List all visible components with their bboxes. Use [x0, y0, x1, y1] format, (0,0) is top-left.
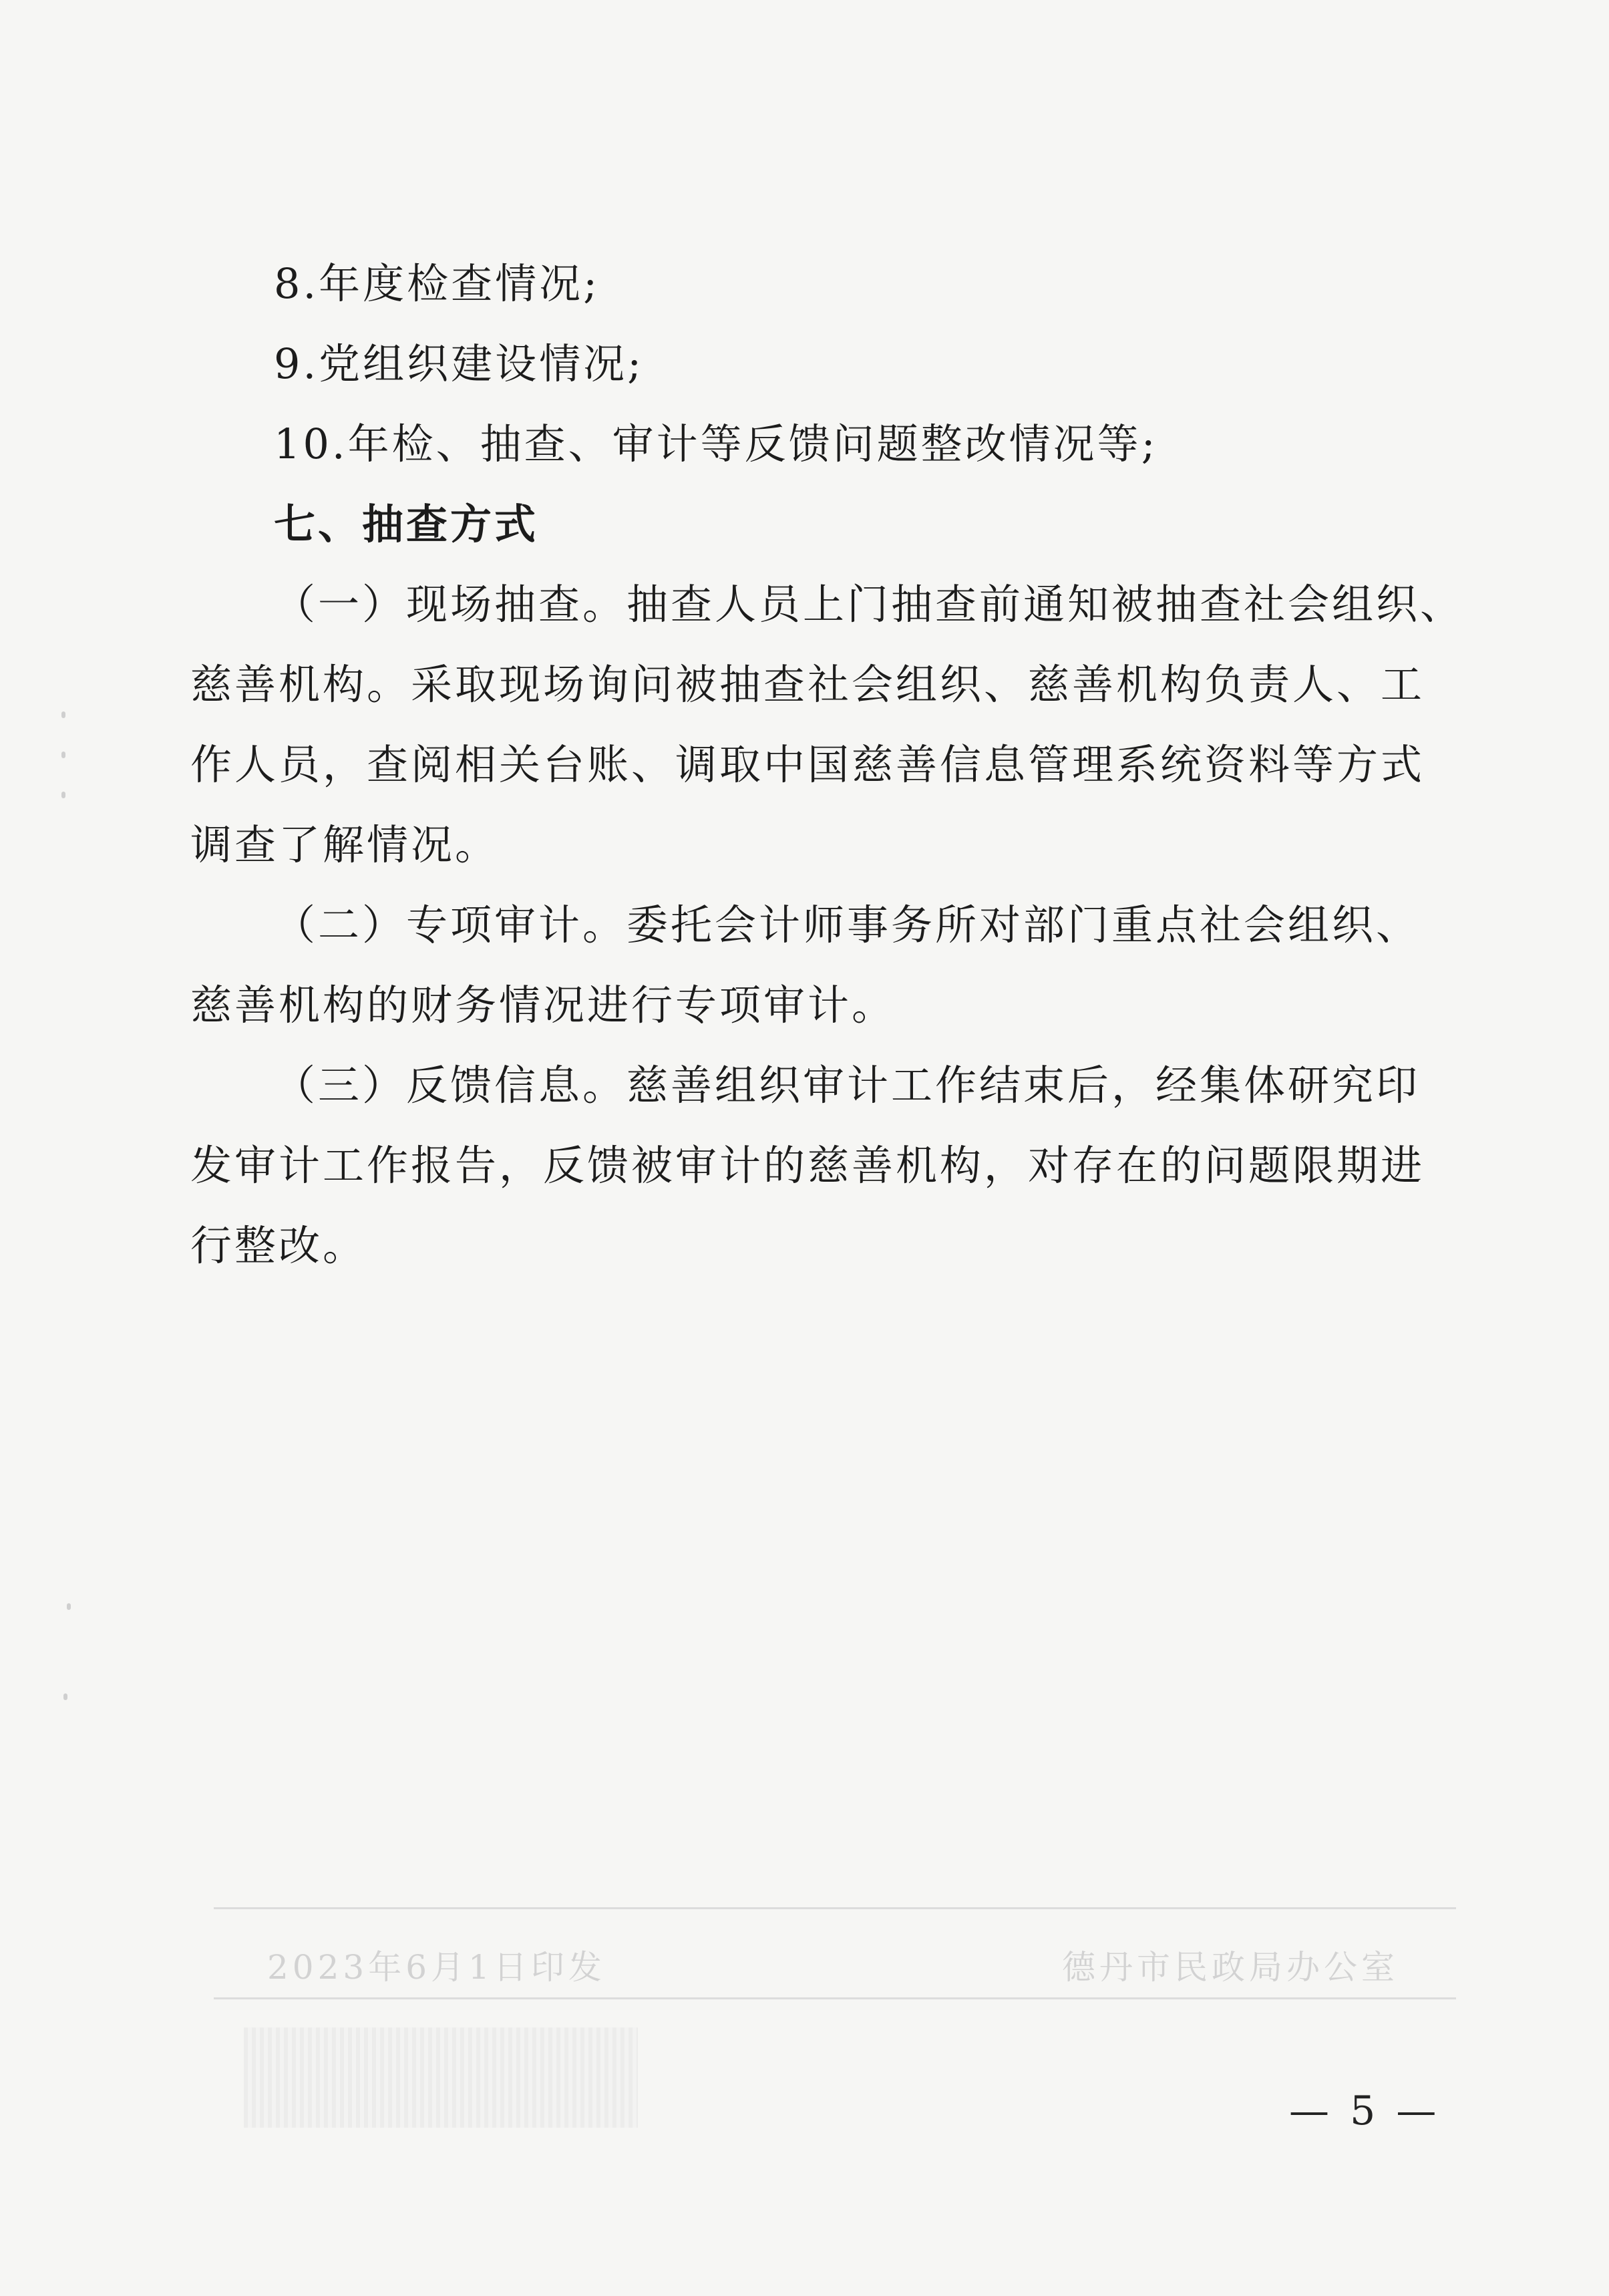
- scan-speck: [61, 752, 65, 758]
- footer-issuer: 德丹市民政局办公室: [1062, 1948, 1399, 1987]
- list-item-9: 9.党组织建设情况;: [274, 339, 645, 388]
- faint-scan-block: [244, 2027, 638, 2128]
- paragraph-1-line-1: （一）现场抽查。抽查人员上门抽查前通知被抽查社会组织、: [274, 580, 1465, 629]
- paragraph-1-line-4: 调查了解情况。: [190, 820, 500, 869]
- paragraph-3-line-3: 行整改。: [190, 1221, 367, 1270]
- footer-rule-top: [214, 1907, 1456, 1909]
- section-heading: 七、抽查方式: [274, 500, 539, 548]
- paragraph-2-line-2: 慈善机构的财务情况进行专项审计。: [190, 981, 896, 1029]
- footer-date: 2023年6月1日印发: [267, 1948, 606, 1987]
- paragraph-2-line-1: （二）专项审计。委托会计师事务所对部门重点社会组织、: [274, 900, 1421, 949]
- paragraph-3-line-2: 发审计工作报告，反馈被审计的慈善机构，对存在的问题限期进: [190, 1141, 1425, 1190]
- scan-speck: [61, 711, 65, 718]
- list-item-8: 8.年度检查情况;: [274, 259, 600, 308]
- scan-speck: [67, 1603, 71, 1610]
- paragraph-1-line-2: 慈善机构。采取现场询问被抽查社会组织、慈善机构负责人、工: [190, 660, 1425, 709]
- list-item-10: 10.年检、抽查、审计等反馈问题整改情况等;: [274, 420, 1158, 468]
- scan-speck: [63, 1693, 67, 1700]
- paragraph-3-line-1: （三）反馈信息。慈善组织审计工作结束后，经集体研究印: [274, 1061, 1421, 1110]
- footer-rule-bottom: [214, 1997, 1456, 1999]
- scan-speck: [61, 792, 65, 798]
- paragraph-1-line-3: 作人员，查阅相关台账、调取中国慈善信息管理系统资料等方式: [190, 740, 1425, 789]
- page-number: — 5 —: [1289, 2088, 1441, 2134]
